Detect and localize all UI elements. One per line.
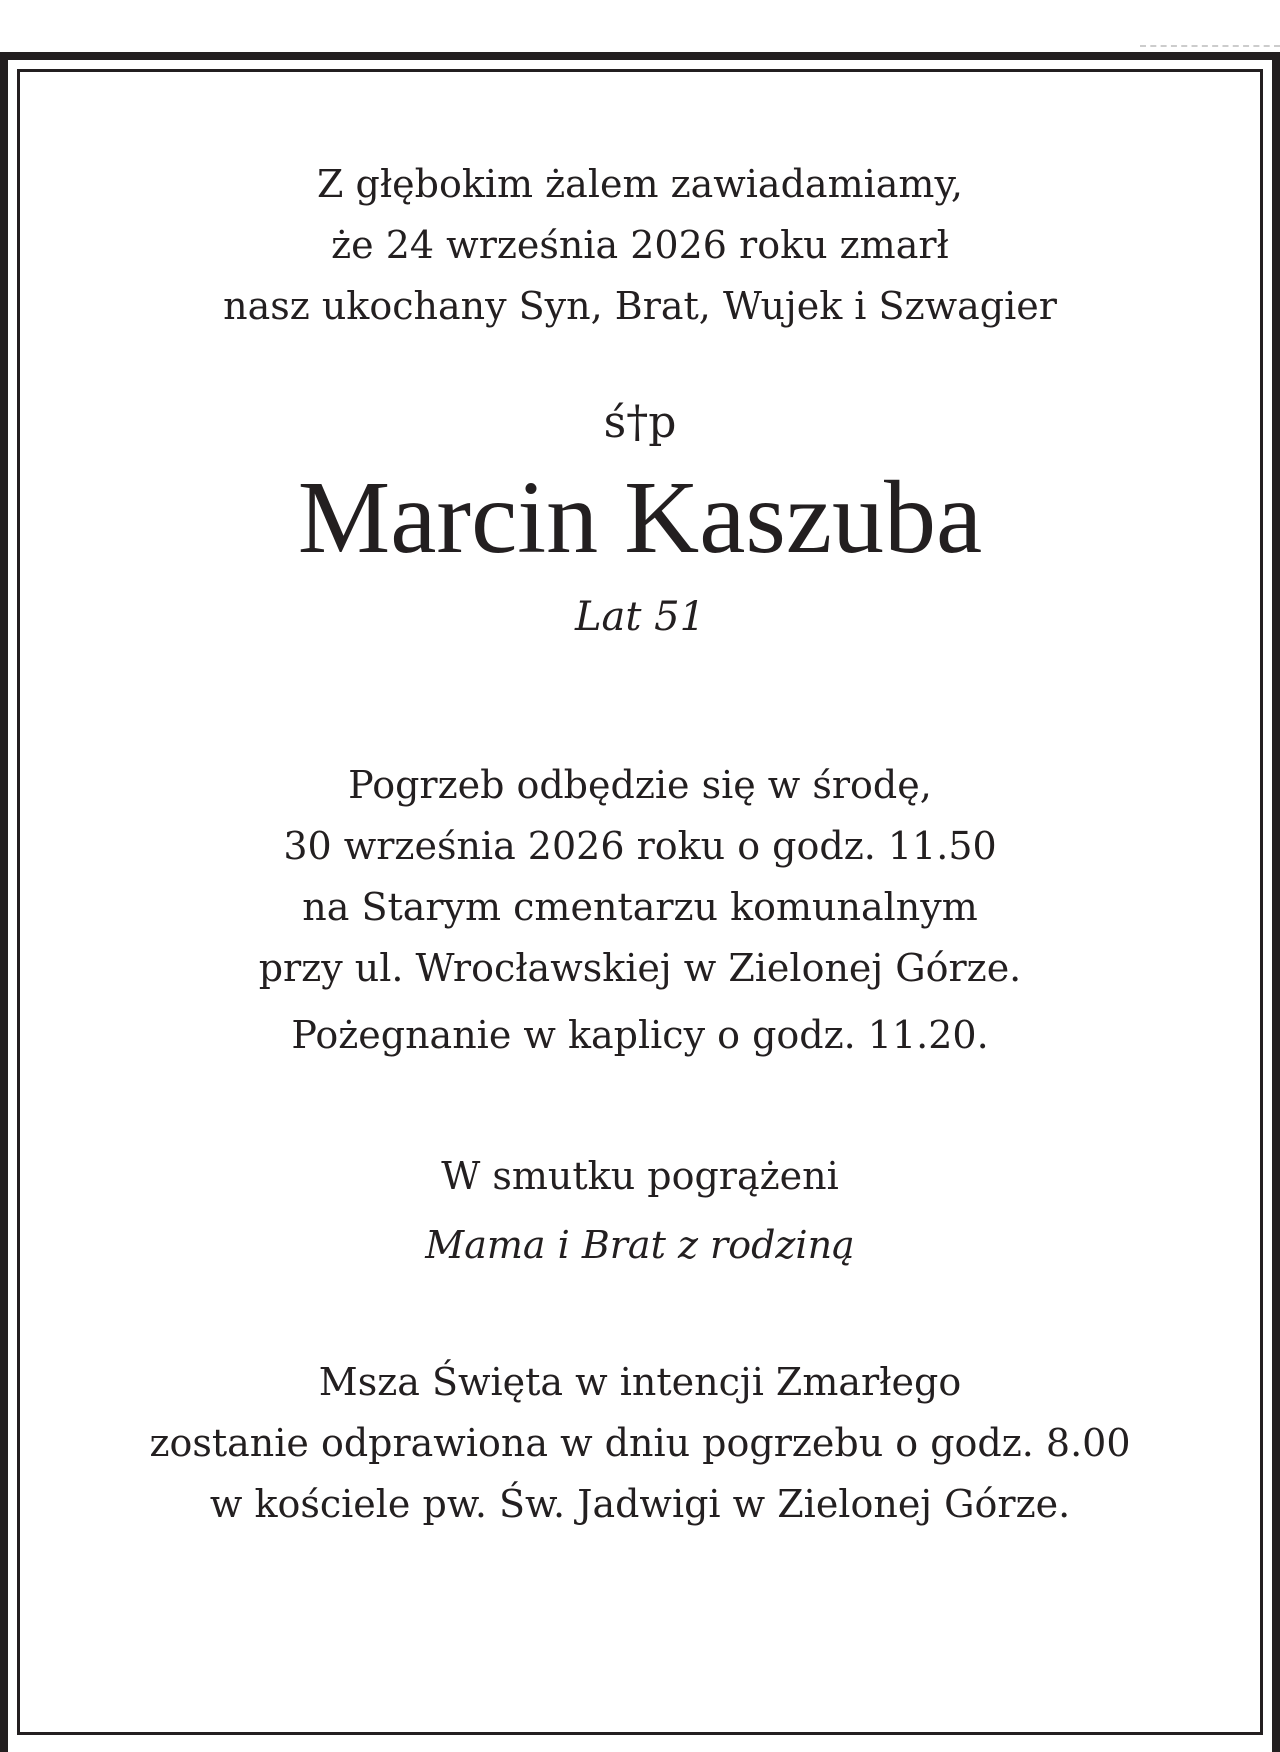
intro-line: że 24 września 2026 roku zmarł (331, 223, 949, 267)
family-signature: Mama i Brat z rodziną (425, 1223, 855, 1267)
mass-line: zostanie odprawiona w dniu pogrzebu o godz. 8.00 (149, 1421, 1131, 1465)
top-dashed-rule (1140, 45, 1280, 47)
mourning-heading: W smutku pogrążeni (441, 1154, 839, 1198)
funeral-line: na Starym cmentarzu komunalnym (302, 885, 978, 929)
funeral-line: 30 września 2026 roku o godz. 11.50 (283, 824, 997, 868)
mass-details (20, 1352, 1260, 1535)
obituary-notice (20, 72, 1260, 1535)
funeral-line: przy ul. Wrocławskiej w Zielonej Górze. (258, 946, 1022, 990)
intro-line: nasz ukochany Syn, Brat, Wujek i Szwagier (223, 284, 1057, 328)
deceased-age: Lat 51 (574, 594, 706, 640)
mass-line: Msza Święta w intencji Zmarłego (318, 1360, 962, 1404)
mass-line: w kościele pw. Św. Jadwigi w Zielonej Górze. (209, 1482, 1071, 1526)
honorific-title: ś†p (603, 397, 677, 448)
deceased-name: Marcin Kaszuba (297, 460, 983, 575)
funeral-line: Pogrzeb odbędzie się w środę, (348, 763, 932, 807)
farewell-info: Pożegnanie w kaplicy o godz. 11.20. (291, 1013, 989, 1057)
announcement-intro (20, 154, 1260, 337)
intro-line: Z głębokim żalem zawiadamiamy, (317, 162, 963, 206)
funeral-details (20, 755, 1260, 999)
